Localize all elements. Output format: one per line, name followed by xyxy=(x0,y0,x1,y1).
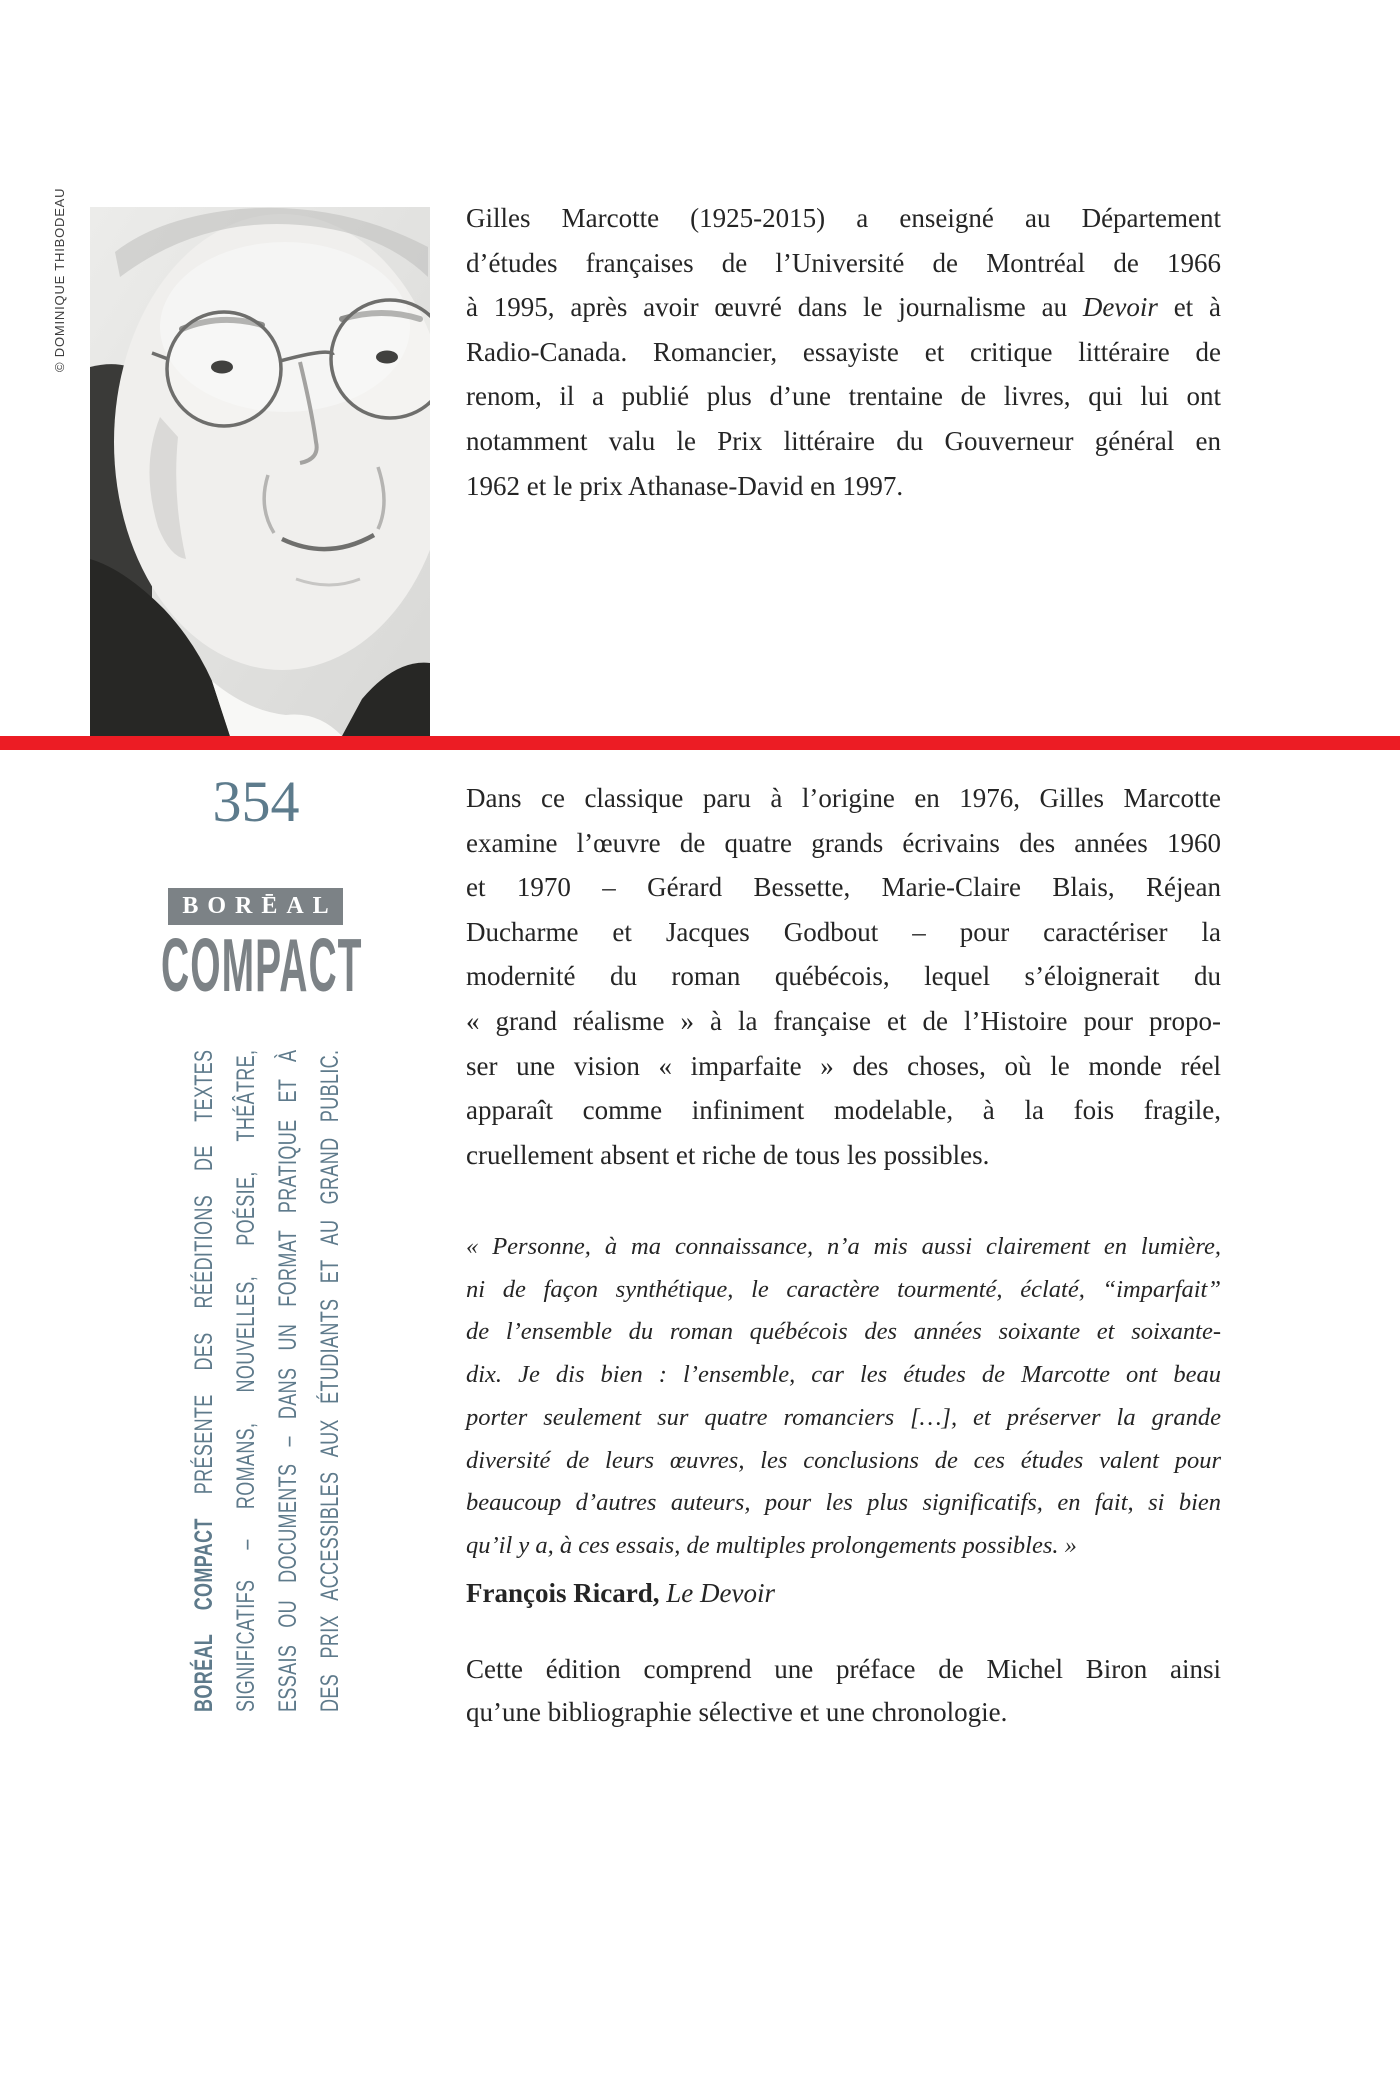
author-portrait-photo xyxy=(90,207,430,736)
quote-attribution xyxy=(466,1571,1221,1615)
text-line: DES PRIX ACCESSIBLES AUX ÉTUDIANTS ET AU GRAND PUBLIC. xyxy=(316,1049,344,1712)
text-line: modernité du roman québécois, lequel s’éloignerait du xyxy=(466,961,1221,992)
compact-logo xyxy=(161,923,363,1007)
quote-attribution-source: Le Devoir xyxy=(659,1578,775,1608)
book-description-paragraph xyxy=(466,776,1221,1177)
text-line: notamment valu le Prix littéraire du Gouverneur général en xyxy=(466,425,1221,456)
text-line: BORÉAL COMPACT PRÉSENTE DES RÉÉDITIONS DE TEXTES xyxy=(190,1049,218,1712)
text-line: ESSAIS OU DOCUMENTS – DANS UN FORMAT PRATIQUE ET À xyxy=(274,1049,302,1712)
text-line: de l’ensemble du roman québécois des années soixante et soixante- xyxy=(466,1318,1221,1346)
text-line: apparaît comme infiniment modelable, à la fois fragile, xyxy=(466,1095,1221,1126)
text-line: porter seulement sur quatre romanciers […], et préserver la grande xyxy=(466,1403,1221,1431)
text-line: qu’il y a, à ces essais, de multiples prolongements possibles. » xyxy=(466,1531,1077,1559)
text-line: Ducharme et Jacques Godbout – pour caractériser la xyxy=(466,916,1221,947)
compact-logo-text: COMPACT xyxy=(161,923,363,1007)
collection-number: 354 xyxy=(212,769,300,834)
text-line: d’études françaises de l’Université de Montréal de 1966 xyxy=(466,247,1221,278)
quote-attribution-name: François Ricard, xyxy=(466,1578,660,1608)
text-line: SIGNIFICATIFS – ROMANS, NOUVELLES, POÉSIE, THÉÂTRE, xyxy=(232,1049,260,1712)
edition-note-paragraph xyxy=(466,1648,1221,1734)
text-line: ser une vision « imparfaite » des choses, où le monde réel xyxy=(466,1050,1221,1081)
text-line: diversité de leurs œuvres, les conclusions de ces études valent pour xyxy=(466,1446,1221,1474)
text-line: renom, il a publié plus d’une trentaine de livres, qui lui ont xyxy=(466,381,1221,412)
boreal-logo-text: BORĒAL xyxy=(182,893,338,919)
text-line: Radio-Canada. Romancier, essayiste et critique littéraire de xyxy=(466,336,1221,367)
boreal-logo xyxy=(168,888,343,925)
text-line: cruellement absent et riche de tous les possibles. xyxy=(466,1139,990,1170)
text-line: et 1970 – Gérard Bessette, Marie-Claire Blais, Réjean xyxy=(466,872,1221,903)
red-divider-bar xyxy=(0,736,1400,750)
photo-credit: © DOMINIQUE THIBODEAU xyxy=(52,187,67,372)
text-line: à 1995, après avoir œuvré dans le journalisme au Devoir et à xyxy=(466,292,1221,323)
author-bio-paragraph xyxy=(466,196,1221,508)
text-line: qu’une bibliographie sélective et une chronologie. xyxy=(466,1697,1008,1727)
text-line: « grand réalisme » à la française et de l’Histoire pour propo- xyxy=(466,1005,1221,1036)
text-line: Dans ce classique paru à l’origine en 1976, Gilles Marcotte xyxy=(466,783,1221,813)
text-line: examine l’œuvre de quatre grands écrivains des années 1960 xyxy=(466,827,1221,858)
text-line: beaucoup d’autres auteurs, pour les plus significatifs, en fait, si bien xyxy=(466,1489,1221,1517)
text-line: dix. Je dis bien : l’ensemble, car les études de Marcotte ont beau xyxy=(466,1361,1221,1389)
press-quote xyxy=(466,1226,1221,1568)
portrait-illustration xyxy=(90,207,430,736)
text-line: « Personne, à ma connaissance, n’a mis aussi clairement en lumière, xyxy=(466,1233,1221,1260)
text-line: Gilles Marcotte (1925-2015) a enseigné au Département xyxy=(466,203,1221,233)
text-line: ni de façon synthétique, le caractère tourmenté, éclaté, “imparfait” xyxy=(466,1275,1221,1303)
text-line: Cette édition comprend une préface de Michel Biron ainsi xyxy=(466,1654,1221,1684)
collection-description-vertical xyxy=(183,1050,351,1712)
text-line: 1962 et le prix Athanase-David en 1997. xyxy=(466,470,904,501)
